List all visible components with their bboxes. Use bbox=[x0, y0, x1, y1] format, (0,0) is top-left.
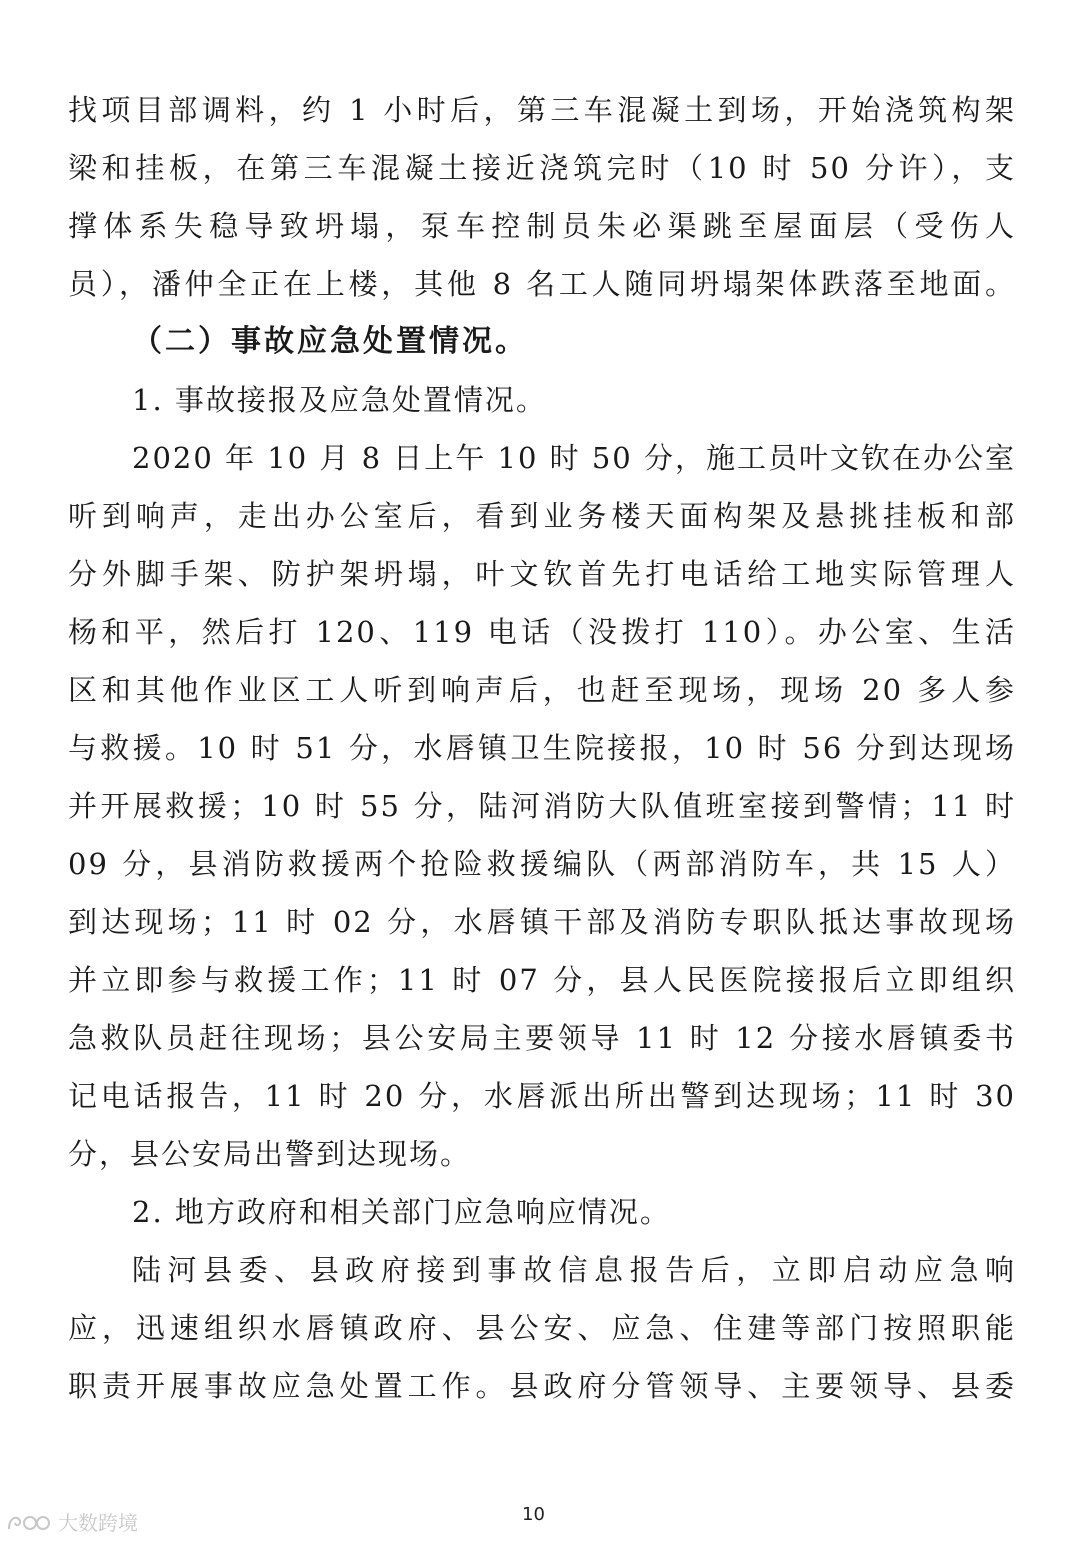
watermark-text: 大数跨境 bbox=[58, 1511, 138, 1535]
body-line: 区和其他作业区工人听到响声后，也赶至现场，现场 20 多人参 bbox=[68, 673, 1016, 707]
body-line: 职责开展事故应急处置工作。县政府分管领导、主要领导、县委 bbox=[68, 1369, 1016, 1403]
body-line: 分外脚手架、防护架坍塌，叶文钦首先打电话给工地实际管理人 bbox=[68, 557, 1016, 591]
body-line: 陆河县委、县政府接到事故信息报告后，立即启动应急响 bbox=[132, 1253, 1016, 1287]
body-line: 与救援。10 时 51 分，水唇镇卫生院接报，10 时 56 分到达现场 bbox=[68, 731, 1016, 765]
body-line: 到达现场；11 时 02 分，水唇镇干部及消防专职队抵达事故现场 bbox=[68, 905, 1016, 939]
body-line: 09 分，县消防救援两个抢险救援编队（两部消防车，共 15 人） bbox=[68, 847, 1016, 881]
watermark-logo-icon bbox=[6, 1511, 52, 1533]
body-line: 员），潘仲全正在上楼，其他 8 名工人随同坍塌架体跌落至地面。 bbox=[68, 267, 1016, 301]
body-line: 杨和平，然后打 120、119 电话（没拨打 110）。办公室、生活 bbox=[68, 615, 1016, 649]
body-line: 2020 年 10 月 8 日上午 10 时 50 分，施工员叶文钦在办公室 bbox=[132, 441, 1016, 475]
body-line: 分，县公安局出警到达现场。 bbox=[68, 1137, 472, 1171]
body-line: 急救队员赶往现场；县公安局主要领导 11 时 12 分接水唇镇委书 bbox=[68, 1021, 1016, 1055]
body-line: 梁和挂板，在第三车混凝土接近浇筑完时（10 时 50 分许），支 bbox=[68, 151, 1016, 185]
body-line: 并开展救援；10 时 55 分，陆河消防大队值班室接到警情；11 时 bbox=[68, 789, 1016, 823]
body-line: 并立即参与救援工作；11 时 07 分，县人民医院接报后立即组织 bbox=[68, 963, 1016, 997]
section-heading: （二）事故应急处置情况。 bbox=[132, 324, 528, 359]
body-line: 撑体系失稳导致坍塌，泵车控制员朱必渠跳至屋面层（受伤人 bbox=[68, 209, 1016, 243]
body-line: 听到响声，走出办公室后，看到业务楼天面构架及悬挑挂板和部 bbox=[68, 499, 1016, 533]
body-line: 找项目部调料，约 1 小时后，第三车混凝土到场，开始浇筑构架 bbox=[68, 93, 1016, 127]
watermark bbox=[6, 1507, 138, 1536]
subheading: 1. 事故接报及应急处置情况。 bbox=[132, 383, 547, 417]
body-line: 应，迅速组织水唇镇政府、县公安、应急、住建等部门按照职能 bbox=[68, 1311, 1016, 1345]
subheading: 2. 地方政府和相关部门应急响应情况。 bbox=[132, 1195, 671, 1229]
page-number: 10 bbox=[522, 1504, 545, 1525]
body-line: 记电话报告，11 时 20 分，水唇派出所出警到达现场；11 时 30 bbox=[68, 1079, 1016, 1113]
